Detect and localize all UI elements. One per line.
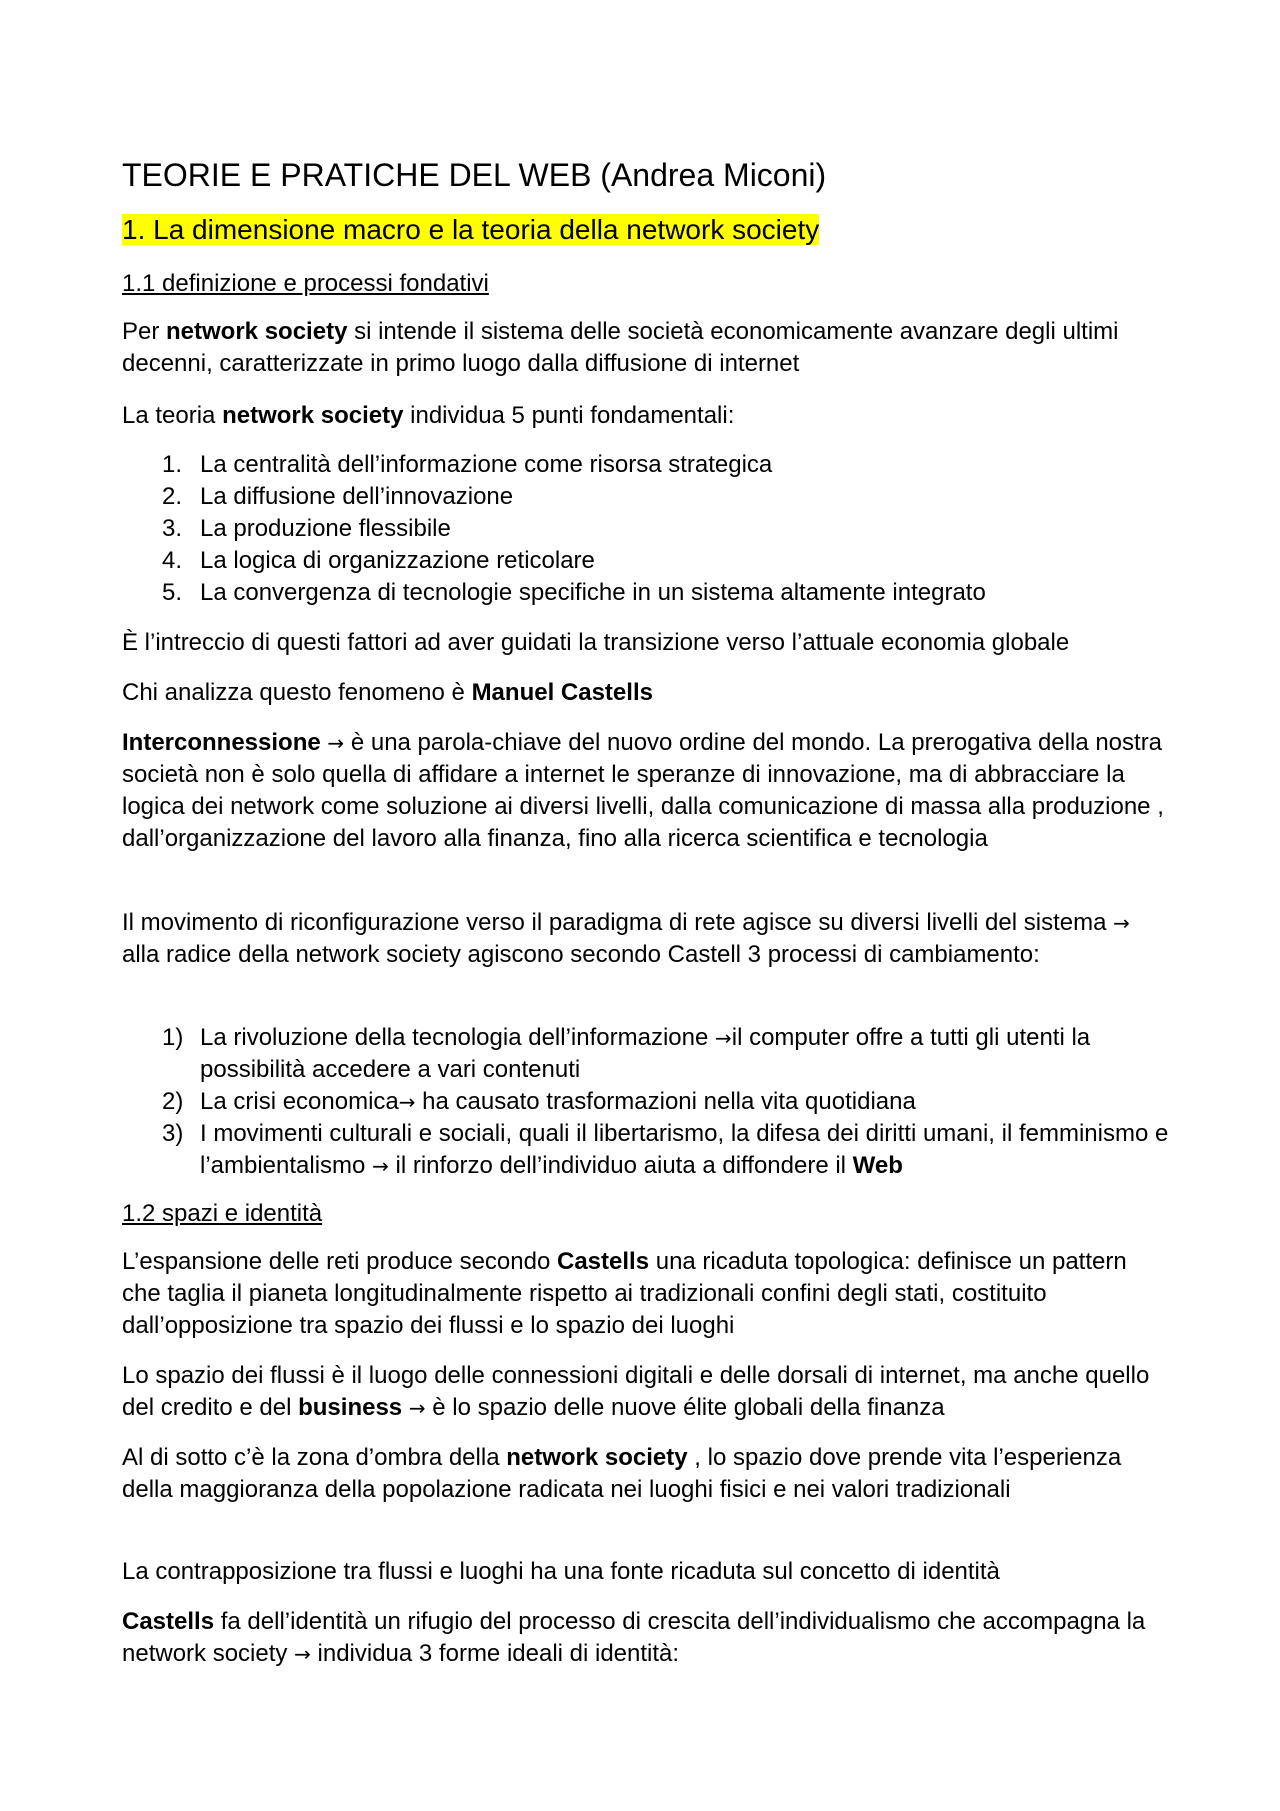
arrow-right-icon: →	[714, 1026, 732, 1050]
p11-text-c: individua 3 forme ideali di identità:	[310, 1640, 680, 1667]
paragraph-riconfigurazione	[122, 907, 1172, 971]
arrow-right-icon: →	[294, 1642, 311, 1666]
p1-text-a: Per	[122, 318, 167, 345]
p6-text-c: alla radice della network society agiscono secondo Castell 3 processi di cambiamento:	[122, 941, 1040, 968]
p6-text-a: Il movimento di riconfigurazione verso il paradigma di rete agisce su diversi livelli del sistema	[122, 909, 1114, 936]
list-item-text: La diffusione dell’innovazione	[200, 483, 514, 510]
p1-bold: network society	[166, 318, 348, 345]
p5-text-c: è una parola-chiave del nuovo ordine del mondo. La prerogativa della nostra società non è solo quella di affidare a internet le speranze di innovazione, ma di abbracciare la logica dei network come soluzione ai diversi livelli, dalla comunicazione di massa alla produzione , dall’organizzazione del lavoro alla finanza, fino alla ricerca scientifica e tecnologia	[122, 729, 1164, 852]
list-item	[122, 545, 1182, 577]
list-item-text: La centralità dell’informazione come risorsa strategica	[200, 451, 773, 478]
p8-bold: business	[298, 1394, 403, 1421]
list-item-number: 5.	[162, 579, 183, 606]
section-heading-1	[122, 212, 819, 248]
p8-text-c: è lo spazio delle nuove élite globali della finanza	[425, 1394, 945, 1421]
list-item-number: 3)	[162, 1120, 184, 1147]
list-item-number: 1)	[162, 1024, 184, 1051]
paragraph-network-society-definition	[122, 316, 1172, 380]
p2-text-a: La teoria	[122, 402, 223, 429]
list-item-text-c: ha causato trasformazioni nella vita quotidiana	[415, 1088, 916, 1115]
p1-text-c: si intende il sistema delle società economicamente avanzare degli ultimi decenni, caratterizzate in primo luogo dalla diffusione di internet	[122, 318, 1119, 377]
list-item	[122, 1086, 1182, 1118]
arrow-right-icon: →	[1113, 911, 1130, 935]
list-item-text-a: La crisi economica	[200, 1088, 399, 1115]
p11-bold: Castells	[122, 1608, 215, 1635]
list-item-number: 4.	[162, 547, 183, 574]
p4-text-a: Chi analizza questo fenomeno è	[122, 679, 472, 706]
paragraph-castells-identita	[122, 1606, 1172, 1670]
highlighted-heading-text: 1. La dimensione macro e la teoria della network society	[122, 214, 820, 245]
list-item-number: 1.	[162, 451, 183, 478]
paragraph-castells	[122, 677, 1172, 709]
paragraph-transition: È l’intreccio di questi fattori ad aver guidati la transizione verso l’attuale economia globale	[122, 629, 1070, 656]
subheading-1-2: 1.2 spazi e identità	[122, 1200, 323, 1227]
list-item-number: 2.	[162, 483, 183, 510]
paragraph-five-points	[122, 400, 1172, 432]
numbered-list-five-points	[122, 449, 1182, 609]
list-item	[122, 449, 1182, 481]
p9-text-c: , lo spazio dove prende vita l’esperienza della maggioranza della popolazione radicata nei luoghi fisici e nei valori tradizionali	[122, 1444, 1122, 1503]
list-item	[122, 513, 1182, 545]
list-item-text-c: il computer offre a tutti gli utenti la possibilità accedere a vari contenuti	[200, 1024, 1091, 1083]
list-item-text: La produzione flessibile	[200, 515, 451, 542]
p8-text-a: Lo spazio dei flussi è il luogo delle connessioni digitali e delle dorsali di internet, ma anche quello del credito e del	[122, 1362, 1150, 1421]
paragraph-espansione-reti	[122, 1246, 1172, 1342]
list-item-text-a: I movimenti culturali e sociali, quali il libertarismo, la difesa dei diritti umani, il femminismo e l’ambientalismo	[200, 1120, 1169, 1179]
list-item-number: 2)	[162, 1088, 184, 1115]
p7-text-c: una ricaduta topologica: definisce un pattern che taglia il pianeta longitudinalmente rispetto ai tradizionali confini degli stati, costituito dall’opposizione tra spazio dei flussi e lo spazio dei luoghi	[122, 1248, 1127, 1339]
list-item	[122, 1022, 1182, 1086]
arrow-right-icon: →	[327, 731, 345, 755]
p9-text-a: Al di sotto c’è la zona d’ombra della	[122, 1444, 507, 1471]
list-item-number: 3.	[162, 515, 183, 542]
arrow-right-icon: →	[372, 1154, 389, 1178]
list-item-text-a: La rivoluzione della tecnologia dell’informazione	[200, 1024, 715, 1051]
paragraph-zona-ombra	[122, 1442, 1172, 1506]
p7-bold: Castells	[556, 1248, 650, 1275]
list-item	[122, 1118, 1182, 1182]
document-title: TEORIE E PRATICHE DEL WEB (Andrea Miconi)	[122, 157, 827, 193]
p2-text-c: individua 5 punti fondamentali:	[403, 402, 735, 429]
list-item-bold: Web	[852, 1152, 903, 1179]
p2-bold: network society	[222, 402, 404, 429]
list-item-text-c: il rinforzo dell’individuo aiuta a diffondere il	[388, 1152, 853, 1179]
numbered-list-processes	[122, 1022, 1182, 1182]
p5-bold: Interconnessione	[122, 729, 321, 756]
paragraph-contrapposizione: La contrapposizione tra flussi e luoghi ha una fonte ricaduta sul concetto di identità	[122, 1558, 1000, 1585]
paragraph-spazio-flussi	[122, 1360, 1172, 1424]
p9-bold: network society	[506, 1444, 688, 1471]
paragraph-interconnessione	[122, 727, 1172, 855]
p7-text-a: L’espansione delle reti produce secondo	[122, 1248, 557, 1275]
list-item-text: La logica di organizzazione reticolare	[200, 547, 595, 574]
list-item	[122, 481, 1182, 513]
list-item	[122, 577, 1182, 609]
subheading-1-1: 1.1 definizione e processi fondativi	[122, 270, 489, 297]
p11-text-a: fa dell’identità un rifugio del processo di crescita dell’individualismo che accompagna la network society	[122, 1608, 1146, 1667]
arrow-right-icon: →	[398, 1090, 416, 1114]
arrow-right-icon: →	[408, 1396, 426, 1420]
p4-bold: Manuel Castells	[471, 679, 653, 706]
list-item-text: La convergenza di tecnologie specifiche in un sistema altamente integrato	[200, 579, 986, 606]
